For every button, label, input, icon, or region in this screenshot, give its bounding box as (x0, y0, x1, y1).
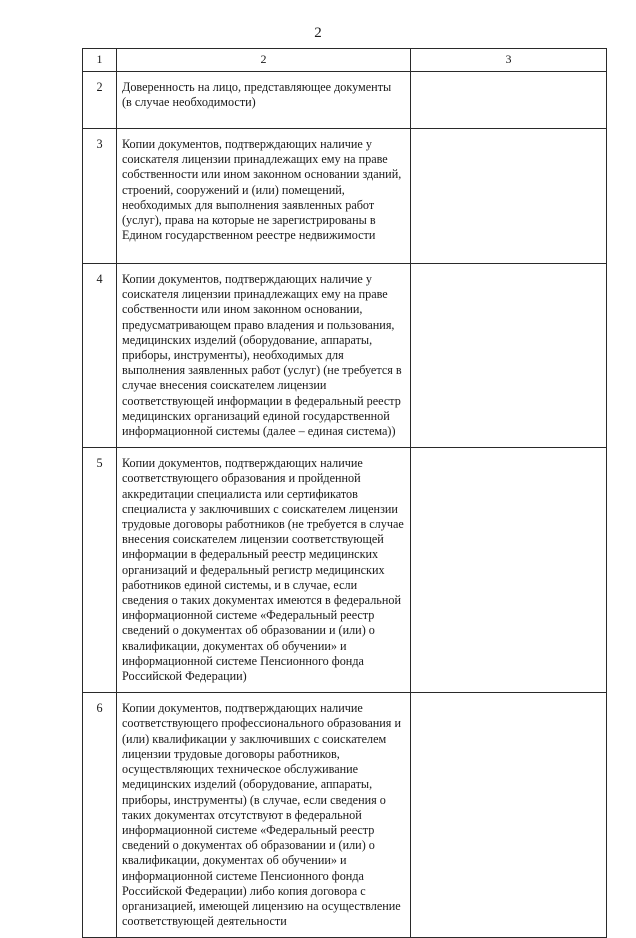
document-description: Копии документов, подтверждающих наличие у соискателя лицензии принадлежащих ему на праве собственности или ином законном основании, предусматривающем право владения и пользования, медицинских изделий (оборудование, аппараты, приборы, инструменты), необходимых для выполнения заявленных работ (услуг) (не требуется в случае внесения соискателем лицензии соответствующей информации в федеральный реестр медицинских организаций единой государственной информационной системы (далее – единая система)) (117, 264, 411, 448)
table-row (83, 264, 607, 448)
empty-cell (411, 129, 607, 264)
table-header-row (83, 49, 607, 72)
document-description: Копии документов, подтверждающих наличие соответствующего образования и пройденной аккредитации специалиста или сертификатов специалиста у заключивших с соискателем лицензии трудовые договоры работников (не требуется в случае внесения соискателем лицензии соответствующей информации в федеральный реестр медицинских организаций и федеральный регистр медицинских работников единой системы, и в случае, если сведения о таких документах имеются в федеральной информационной системе «Федеральный реестр сведений о документах об образовании и (или) о квалификации, документах об обучении» и информационной системе Пенсионного фонда Российской Федерации) (117, 448, 411, 693)
table-row (83, 129, 607, 264)
empty-cell (411, 264, 607, 448)
empty-cell (411, 693, 607, 938)
row-number: 6 (83, 693, 117, 938)
document-description: Копии документов, подтверждающих наличие у соискателя лицензии принадлежащих ему на праве собственности или ином законном основании зданий, строений, сооружений и (или) помещений, необходимых для выполнения заявленных работ (услуг), права на которые не зарегистрированы в Едином государственном реестре недвижимости (117, 129, 411, 264)
page-number: 2 (314, 25, 322, 41)
table-row (83, 72, 607, 129)
document-description: Доверенность на лицо, представляющее документы (в случае необходимости) (117, 72, 411, 129)
empty-cell (411, 72, 607, 129)
column-header-2: 2 (117, 49, 411, 72)
document-description: Копии документов, подтверждающих наличие соответствующего профессионального образования и (или) квалификации у заключивших с соискателем лицензии трудовые договоры работников, осуществляющих техническое обслуживание медицинских изделий (оборудование, аппараты, приборы, инструменты) (в случае, если сведения о таких документах отсутствуют в федеральной информационной системе «Федеральный реестр сведений о документах об образовании и (или) о квалификации, документах об обучении» и информационной системе Пенсионного фонда Российской Федерации) либо копия договора с организацией, имеющей лицензию на осуществление соответствующей деятельности (117, 693, 411, 938)
column-header-1: 1 (83, 49, 117, 72)
row-number: 2 (83, 72, 117, 129)
column-header-3: 3 (411, 49, 607, 72)
documents-table (82, 48, 607, 938)
table-row (83, 448, 607, 693)
row-number: 4 (83, 264, 117, 448)
table-row (83, 693, 607, 938)
empty-cell (411, 448, 607, 693)
row-number: 3 (83, 129, 117, 264)
row-number: 5 (83, 448, 117, 693)
